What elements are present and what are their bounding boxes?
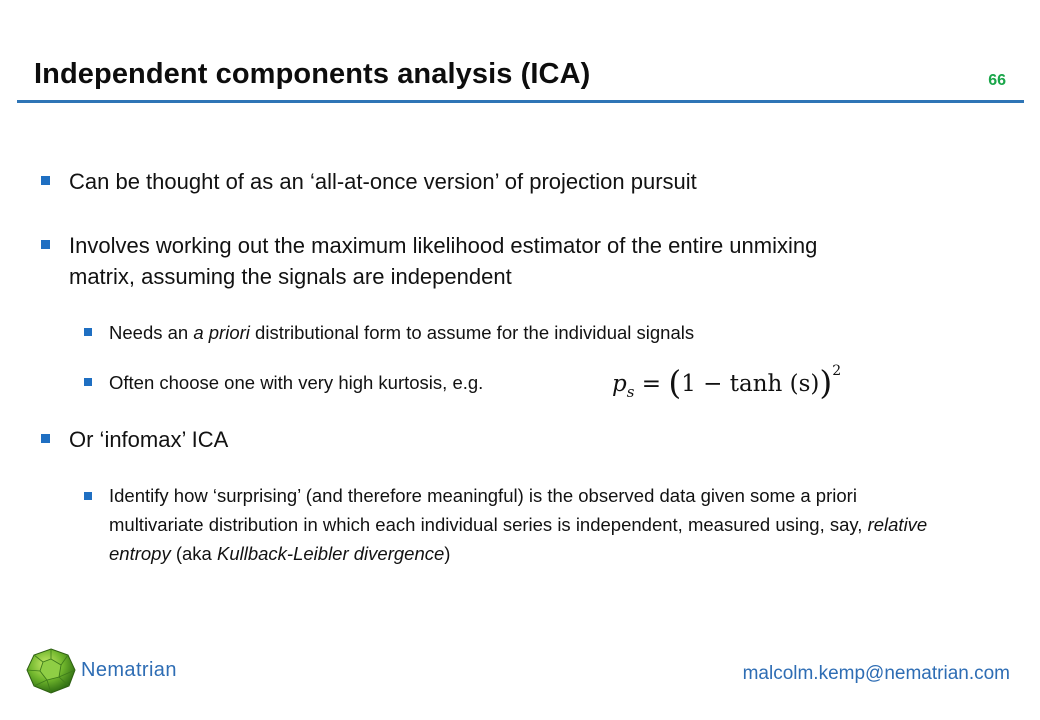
sub-bullet-italic: Kullback-Leibler divergence — [217, 543, 445, 564]
green-polyhedron-icon — [26, 648, 76, 694]
slide-number: 66 — [988, 72, 1006, 89]
kurtosis-equation — [612, 360, 842, 402]
square-bullet-icon — [41, 240, 50, 249]
sub-bullet-italic: relative entropy — [109, 514, 928, 564]
equation-variable: p — [612, 371, 627, 397]
sub-bullet-text: Often choose one with very high kurtosis, e.g. — [109, 372, 484, 393]
bullet-text: Or ‘infomax’ ICA — [69, 427, 229, 452]
bullet-text: Can be thought of as an ‘all-at-once version’ of projection pursuit — [69, 169, 697, 194]
square-bullet-icon — [84, 492, 92, 500]
sub-bullet-italic: a priori — [193, 322, 250, 343]
slide-title: Independent components analysis (ICA) — [34, 58, 591, 90]
square-bullet-icon — [84, 328, 92, 336]
square-bullet-icon — [84, 378, 92, 386]
contact-email[interactable]: malcolm.kemp@nematrian.com — [742, 663, 1010, 684]
equation-exponent: 2 — [832, 363, 842, 379]
brand-name: Nematrian — [81, 659, 177, 681]
equation-left-paren: ( — [668, 363, 682, 402]
equation-body: 1 − tanh (s) — [681, 371, 820, 397]
sub-bullet-text-part: Identify how ‘surprising’ (and therefore meaningful) is the observed data given some a priori multivariate distribution in which each individual series is independent, measured using, say, — [109, 485, 868, 535]
sub-bullet-text-part: distributional form to assume for the individual signals — [249, 322, 695, 343]
square-bullet-icon — [41, 176, 50, 185]
sub-bullet-text — [109, 318, 939, 347]
sub-bullet-text-part: ) — [444, 543, 451, 564]
sub-bullet-text-part: Needs an — [109, 322, 194, 343]
equation-subscript: s — [626, 383, 635, 401]
equation-right-paren: ) — [819, 363, 833, 402]
title-rule — [17, 100, 1024, 103]
equation-equals: = — [634, 371, 669, 397]
square-bullet-icon — [41, 434, 50, 443]
sub-bullet-text-part: (aka — [170, 543, 217, 564]
bullet-text: Involves working out the maximum likelihood estimator of the entire unmixing matrix, assuming the signals are independent — [69, 233, 818, 289]
sub-bullet-text — [109, 481, 939, 568]
